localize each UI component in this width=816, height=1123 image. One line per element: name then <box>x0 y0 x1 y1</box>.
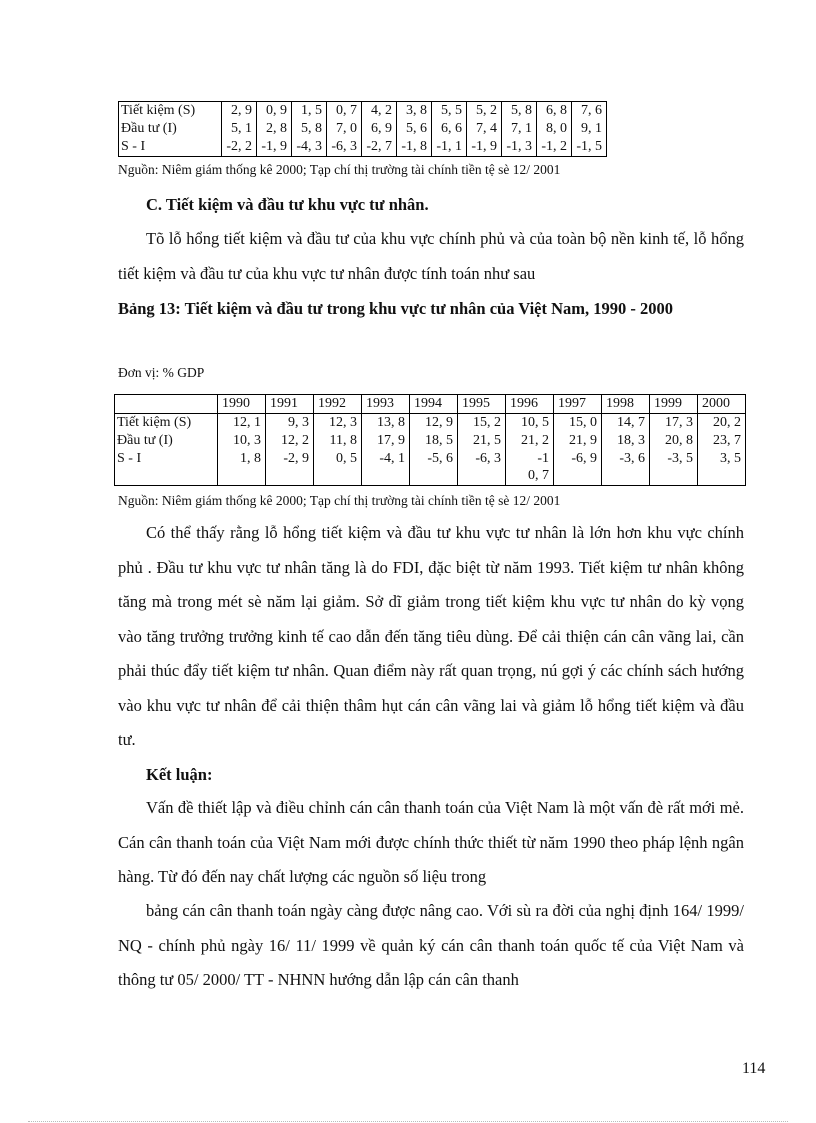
cell: 12, 3 <box>314 414 362 433</box>
cell: -3, 6 <box>602 450 650 486</box>
conclusion-heading: Kết luận: <box>146 765 213 784</box>
row-label: Đầu tư (I) <box>115 432 218 450</box>
cell: -2, 7 <box>362 138 397 157</box>
cell: 6, 8 <box>537 102 572 121</box>
table-13-title: Bảng 13: Tiết kiệm và đầu tư trong khu vực tư nhân của Việt Nam, 1990 - 2000 <box>118 299 674 318</box>
table-row <box>115 432 746 450</box>
cell: -6, 3 <box>458 450 506 486</box>
section-c-intro <box>118 222 744 291</box>
cell: 3, 5 <box>698 450 746 486</box>
year-header: 1991 <box>266 395 314 414</box>
cell: 2, 9 <box>222 102 257 121</box>
cell: 0, 7 <box>327 102 362 121</box>
cell <box>506 450 554 486</box>
year-header: 2000 <box>698 395 746 414</box>
cell: 21, 9 <box>554 432 602 450</box>
cell: 23, 7 <box>698 432 746 450</box>
cell: -1, 2 <box>537 138 572 157</box>
cell: 18, 5 <box>410 432 458 450</box>
cell: 6, 6 <box>432 120 467 138</box>
year-header: 1999 <box>650 395 698 414</box>
cell: 5, 2 <box>467 102 502 121</box>
cell: 7, 1 <box>502 120 537 138</box>
cell: 15, 2 <box>458 414 506 433</box>
header-blank <box>115 395 218 414</box>
conclusion-p1-text: Vấn đề thiết lập và điều chỉnh cán cân thanh toán của Việt Nam là một vấn đè rất mới mẻ. Cán cân thanh toán của Việt Nam mới được chính thức thiết từ năm 1990 theo pháp lệnh ngân hàng. Từ đó đến nay chất lượng các nguồn số liệu trong <box>118 798 744 886</box>
cell: -1, 1 <box>432 138 467 157</box>
table-13 <box>114 394 746 486</box>
cell: 5, 5 <box>432 102 467 121</box>
year-header: 1995 <box>458 395 506 414</box>
cell: -1, 9 <box>257 138 292 157</box>
year-header: 1993 <box>362 395 410 414</box>
year-header: 1997 <box>554 395 602 414</box>
cell: -1, 5 <box>572 138 607 157</box>
section-c-intro-text: Tõ lỗ hổng tiết kiệm và đầu tư của khu vực chính phủ và của toàn bộ nền kinh tế, lỗ hổng tiết kiệm và đầu tư của khu vực tư nhân được tính toán như sau <box>118 229 744 283</box>
row-label: S - I <box>119 138 222 157</box>
cell: 11, 8 <box>314 432 362 450</box>
cell: 10, 5 <box>506 414 554 433</box>
cell: 14, 7 <box>602 414 650 433</box>
cell: 5, 8 <box>502 102 537 121</box>
table-13-unit: Đơn vị: % GDP <box>118 365 205 380</box>
analysis-text: Có thể thấy rằng lỗ hổng tiết kiệm và đầu tư khu vực tư nhân là lớn hơn khu vực chính phủ . Đầu tư khu vực tư nhân tăng là do FDI, đặc biệt từ năm 1993. Tiết kiệm tư nhân không tăng mà trong mét sè năm lại giảm. Sở dĩ giảm trong tiết kiệm khu vực tư nhân do kỳ vọng vào tăng trưởng trưởng kinh tế cao dẫn đến tăng tiêu dùng. Để cải thiện cán cân vãng lai, cần phải thúc đẩy tiết kiệm tư nhân. Quan điểm này rất quan trọng, nú gợi ý các chính sách hướng vào khu vực tư nhân để cải thiện thâm hụt cán cân vãng lai và giảm lỗ hổng tiết kiệm và đầu tư. <box>118 523 744 749</box>
cell: 20, 8 <box>650 432 698 450</box>
cell: -6, 9 <box>554 450 602 486</box>
cell: 12, 2 <box>266 432 314 450</box>
cell: -2, 9 <box>266 450 314 486</box>
table-12-source: Nguồn: Niêm giám thống kê 2000; Tạp chí thị trường tài chính tiền tệ sè 12/ 2001 <box>118 162 561 177</box>
cell: 17, 9 <box>362 432 410 450</box>
cell: 7, 4 <box>467 120 502 138</box>
cell: -1, 9 <box>467 138 502 157</box>
cell: 2, 8 <box>257 120 292 138</box>
row-label: Đầu tư (I) <box>119 120 222 138</box>
cell: 4, 2 <box>362 102 397 121</box>
cell: 17, 3 <box>650 414 698 433</box>
cell: -4, 3 <box>292 138 327 157</box>
cell: 7, 6 <box>572 102 607 121</box>
cell: 12, 1 <box>218 414 266 433</box>
cell: 21, 2 <box>506 432 554 450</box>
table-row <box>119 138 607 157</box>
table-row <box>119 120 607 138</box>
table-header-row <box>115 395 746 414</box>
analysis-paragraph <box>118 516 744 758</box>
cell: 21, 5 <box>458 432 506 450</box>
row-label: Tiết kiệm (S) <box>119 102 222 121</box>
conclusion-p2-text: bảng cán cân thanh toán ngày càng được nâng cao. Với sù ra đời của nghị định 164/ 1999/ NQ - chính phủ ngày 16/ 11/ 1999 về quản ký cán cân thanh toán quốc tế của Việt Nam và thông tư 05/ 2000/ TT - NHNN hướng dẫn lập cán cân thanh <box>118 901 744 989</box>
cell: -5, 6 <box>410 450 458 486</box>
cell: 20, 2 <box>698 414 746 433</box>
cell: -1, 3 <box>502 138 537 157</box>
cell: -3, 5 <box>650 450 698 486</box>
cell: 9, 1 <box>572 120 607 138</box>
cell: 6, 9 <box>362 120 397 138</box>
cell: 5, 6 <box>397 120 432 138</box>
cell: 13, 8 <box>362 414 410 433</box>
conclusion-paragraph-2 <box>118 894 744 998</box>
table-row <box>115 450 746 486</box>
year-header: 1998 <box>602 395 650 414</box>
cell: 15, 0 <box>554 414 602 433</box>
cell: 7, 0 <box>327 120 362 138</box>
year-header: 1996 <box>506 395 554 414</box>
wrapped-cell-value: -10, 7 <box>528 451 549 483</box>
table-13-source: Nguồn: Niêm giám thống kê 2000; Tạp chí thị trường tài chính tiền tệ sè 12/ 2001 <box>118 493 561 508</box>
cell: 5, 8 <box>292 120 327 138</box>
cell: 5, 1 <box>222 120 257 138</box>
cell: 0, 5 <box>314 450 362 486</box>
cell: -4, 1 <box>362 450 410 486</box>
cell: 3, 8 <box>397 102 432 121</box>
cell: 12, 9 <box>410 414 458 433</box>
table-row <box>119 102 607 121</box>
row-label: Tiết kiệm (S) <box>115 414 218 433</box>
cell: -2, 2 <box>222 138 257 157</box>
footer-divider <box>28 1121 788 1122</box>
year-header: 1990 <box>218 395 266 414</box>
table-12 <box>118 101 607 157</box>
section-c-heading: C. Tiết kiệm và đầu tư khu vực tư nhân. <box>146 195 429 214</box>
cell: -6, 3 <box>327 138 362 157</box>
conclusion-paragraph-1 <box>118 791 744 895</box>
cell: 8, 0 <box>537 120 572 138</box>
cell: 1, 8 <box>218 450 266 486</box>
row-label: S - I <box>115 450 218 486</box>
page-number: 114 <box>742 1060 766 1077</box>
year-header: 1992 <box>314 395 362 414</box>
cell: 10, 3 <box>218 432 266 450</box>
year-header: 1994 <box>410 395 458 414</box>
cell: 9, 3 <box>266 414 314 433</box>
cell: 18, 3 <box>602 432 650 450</box>
cell: -1, 8 <box>397 138 432 157</box>
cell: 1, 5 <box>292 102 327 121</box>
cell: 0, 9 <box>257 102 292 121</box>
table-row <box>115 414 746 433</box>
